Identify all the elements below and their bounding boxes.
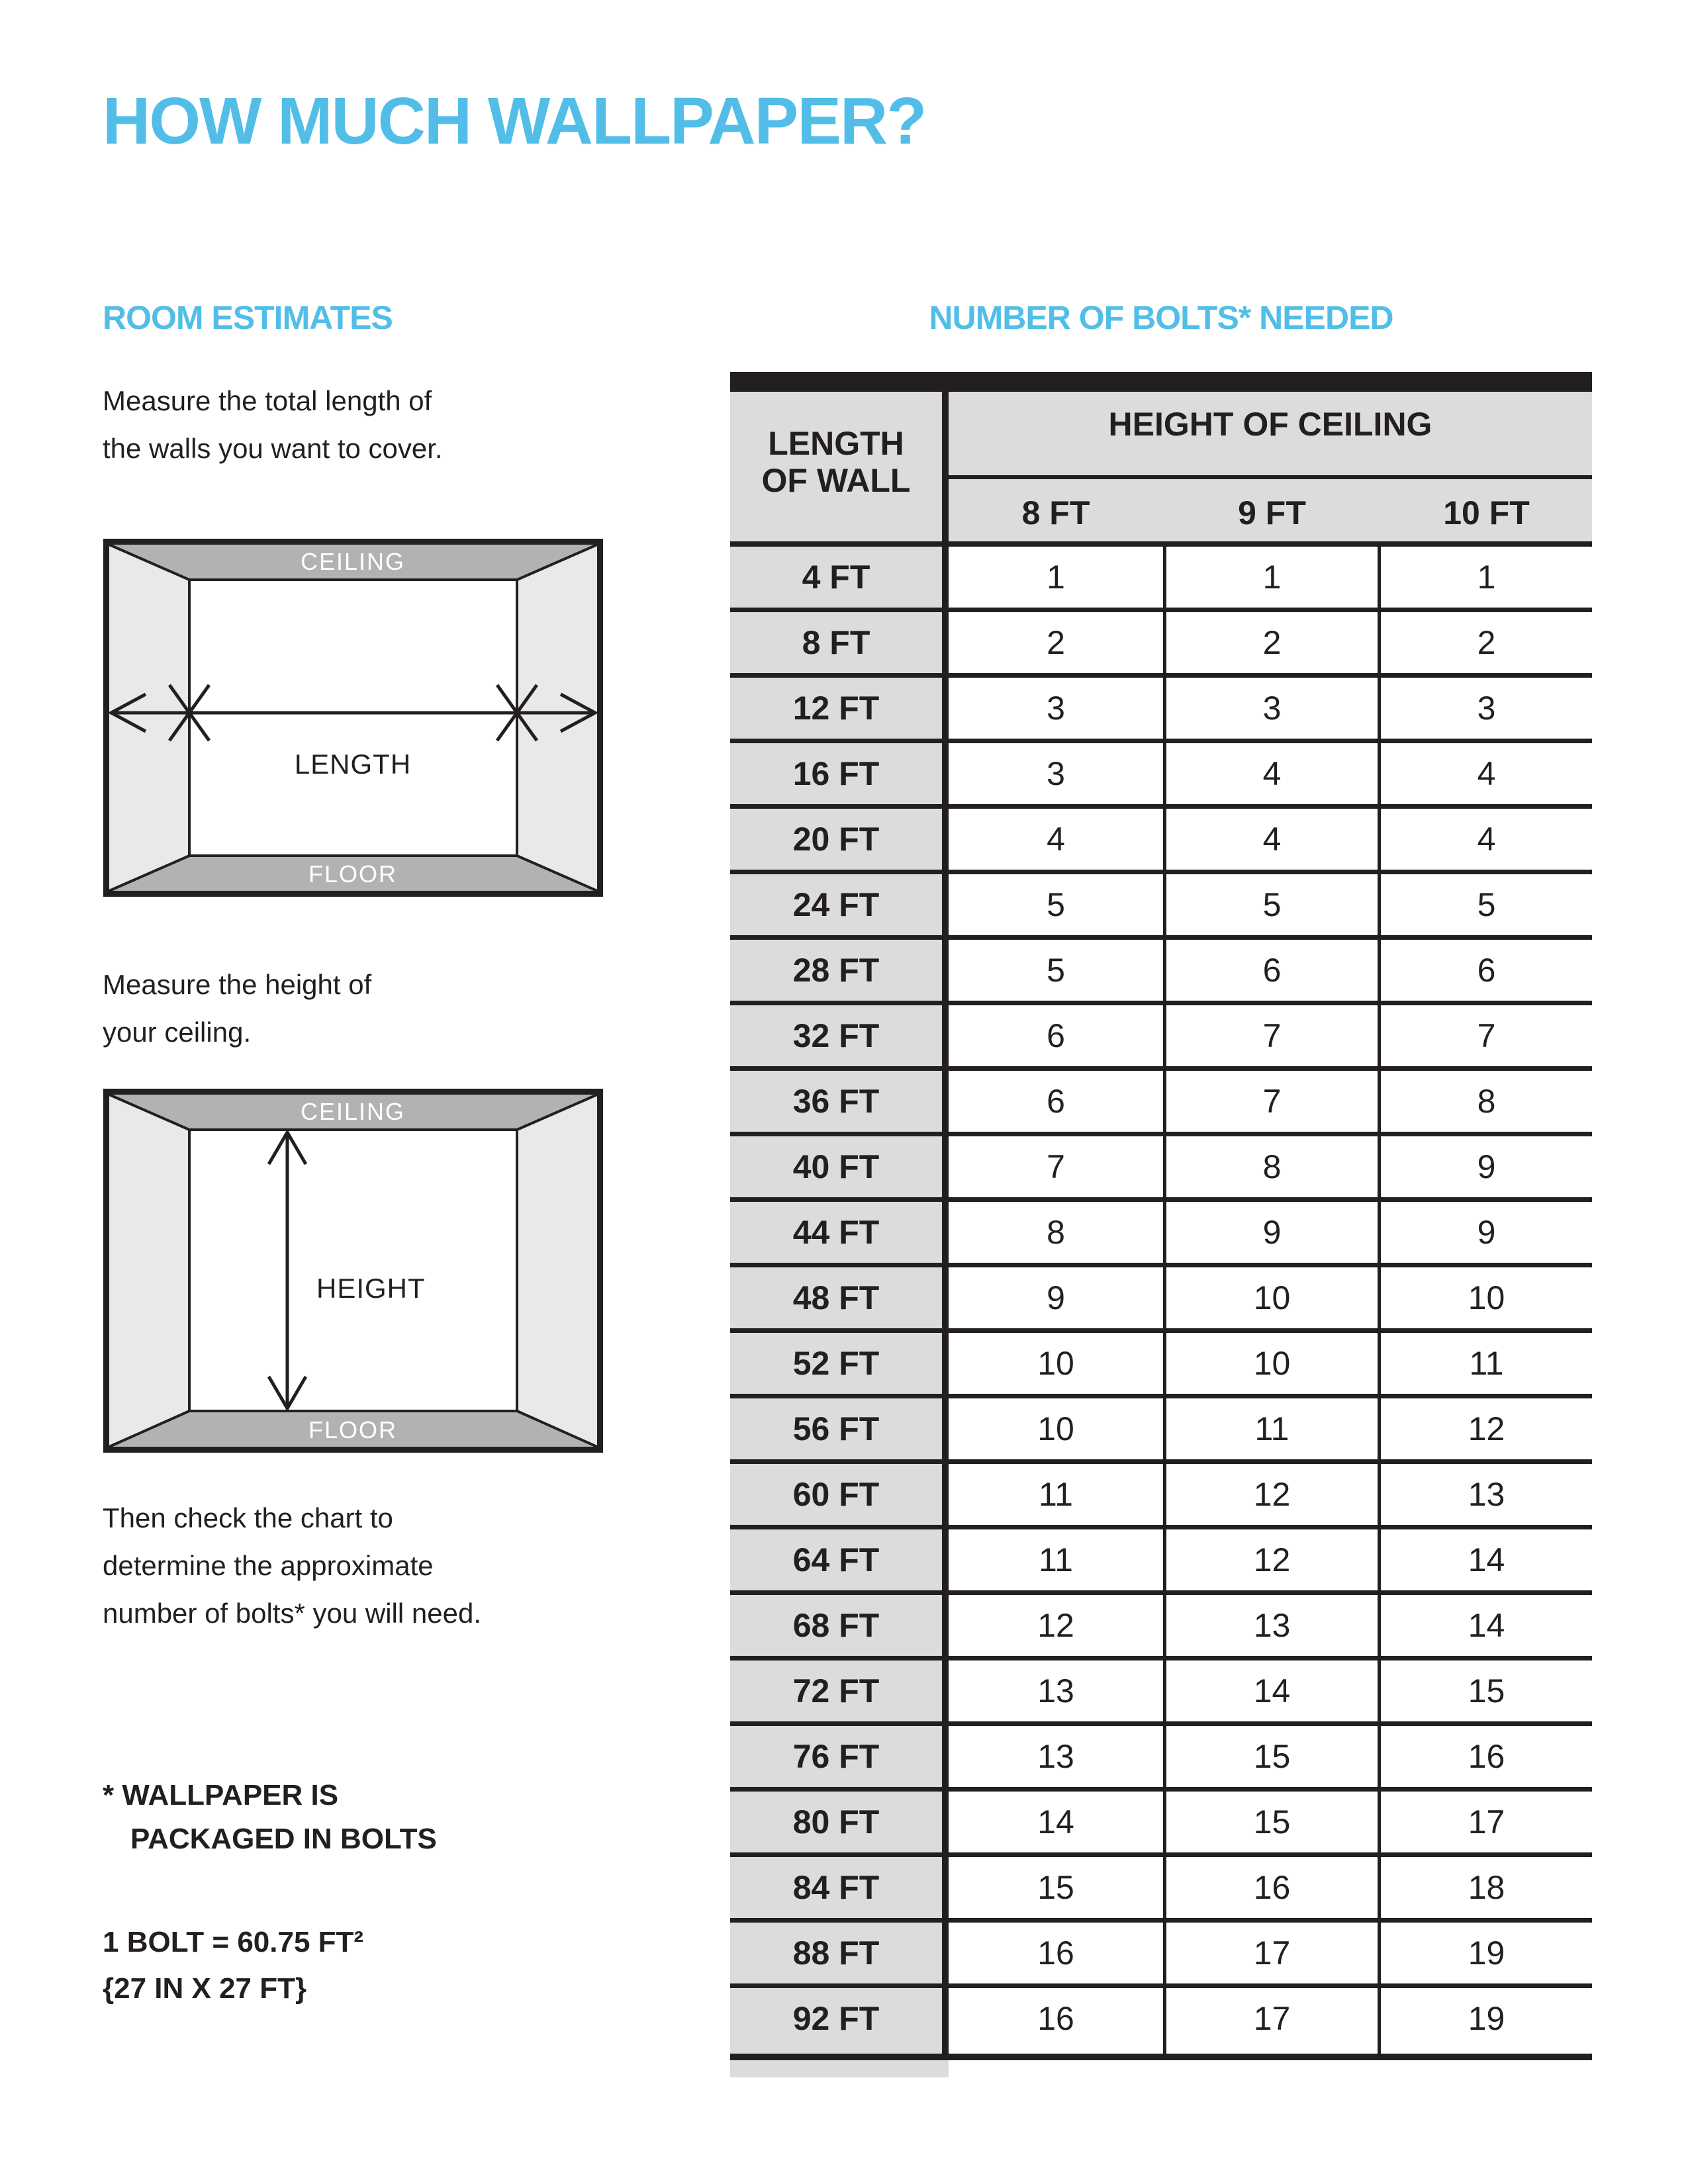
bolt-count-cell: 9 [1262, 1214, 1282, 1251]
step1-text [103, 377, 443, 473]
bolt-count-cell: 6 [1477, 952, 1496, 989]
bolt-count-cell: 5 [1047, 952, 1065, 989]
bolt-count-cell: 7 [1262, 1083, 1282, 1120]
table-row [730, 1333, 1592, 1398]
table-row [730, 1661, 1592, 1726]
wall-length-label: 84 FT [730, 1857, 942, 1918]
floor-label: FLOOR [308, 1416, 398, 1443]
table-row [730, 1792, 1592, 1857]
table-row [730, 678, 1592, 743]
bolt-equation: 1 BOLT = 60.75 FT² [103, 1926, 364, 1958]
bolt-count-cell: 2 [1262, 624, 1282, 661]
bolt-count-cell: 8 [1477, 1083, 1496, 1120]
column-separator-2 [1378, 547, 1381, 2054]
wall-length-label: 88 FT [730, 1923, 942, 1983]
right-wall-surface [517, 1095, 597, 1447]
ceiling-height-diagram [103, 1089, 603, 1453]
step3-line2: determine the approximate [103, 1550, 434, 1581]
table-row [730, 1464, 1592, 1529]
bolt-count-cell: 5 [1047, 886, 1065, 923]
wall-length-label: 4 FT [730, 547, 942, 608]
ceiling-label: CEILING [300, 548, 406, 575]
bolt-count-cell: 15 [1253, 1803, 1291, 1841]
step3-line3: number of bolts* you will need. [103, 1598, 481, 1629]
table-rows [730, 547, 1592, 2054]
bolt-count-cell: 19 [1468, 1934, 1505, 1972]
column-header-10ft: 10 FT [1443, 494, 1530, 531]
wall-length-label: 20 FT [730, 809, 942, 870]
bolt-count-cell: 7 [1047, 1148, 1065, 1185]
bolt-count-cell: 11 [1254, 1410, 1289, 1447]
bolt-count-cell: 10 [1253, 1279, 1291, 1316]
bolt-count-cell: 11 [1039, 1476, 1073, 1513]
bolt-count-cell: 6 [1262, 952, 1282, 989]
height-of-ceiling-header: HEIGHT OF CEILING [1108, 406, 1432, 443]
bolt-count-cell: 10 [1468, 1279, 1505, 1316]
bolt-count-cell: 14 [1037, 1803, 1074, 1841]
bolt-footnote [103, 1774, 437, 1861]
table-row [730, 1398, 1592, 1464]
bolt-count-cell: 14 [1468, 1541, 1505, 1578]
table-row [730, 1202, 1592, 1267]
wall-length-label: 72 FT [730, 1661, 942, 1721]
bolt-count-cell: 12 [1037, 1607, 1074, 1644]
room-length-diagram [103, 539, 603, 897]
bolt-count-cell: 11 [1469, 1345, 1504, 1382]
bolt-count-cell: 4 [1477, 821, 1496, 858]
bolt-count-cell: 17 [1468, 1803, 1505, 1841]
wall-length-label: 64 FT [730, 1529, 942, 1590]
bolt-count-cell: 4 [1262, 821, 1282, 858]
bolt-count-cell: 2 [1477, 624, 1496, 661]
step2-text [103, 961, 371, 1056]
bolt-count-cell: 8 [1262, 1148, 1282, 1185]
table-row [730, 874, 1592, 940]
wall-length-label: 8 FT [730, 612, 942, 673]
back-wall [189, 1130, 517, 1411]
length-measure-label: LENGTH [294, 749, 412, 780]
floor-label: FLOOR [308, 860, 398, 887]
back-wall [189, 580, 517, 856]
header-sub-rule [949, 475, 1592, 479]
wall-length-label: 32 FT [730, 1005, 942, 1066]
bolt-count-cell: 1 [1262, 559, 1282, 596]
bolt-count-cell: 8 [1047, 1214, 1065, 1251]
bolt-count-cell: 16 [1037, 2000, 1074, 2037]
table-row [730, 809, 1592, 874]
wall-length-label: 16 FT [730, 743, 942, 804]
bolt-count-cell: 12 [1468, 1410, 1505, 1447]
wall-length-label: 44 FT [730, 1202, 942, 1263]
table-row [730, 1071, 1592, 1136]
bolt-count-cell: 1 [1047, 559, 1065, 596]
bolt-count-cell: 12 [1253, 1541, 1291, 1578]
wall-length-label: 48 FT [730, 1267, 942, 1328]
table-row [730, 1857, 1592, 1923]
wall-length-label: 12 FT [730, 678, 942, 739]
ceiling-label: CEILING [300, 1098, 406, 1125]
bolt-count-cell: 9 [1477, 1148, 1496, 1185]
bolt-count-cell: 17 [1253, 1934, 1291, 1972]
bolt-count-cell: 7 [1262, 1017, 1282, 1054]
wall-length-label: 68 FT [730, 1595, 942, 1656]
bolt-count-cell: 3 [1262, 690, 1282, 727]
bolt-count-cell: 5 [1477, 886, 1496, 923]
wall-length-label: 80 FT [730, 1792, 942, 1852]
wall-length-label: 56 FT [730, 1398, 942, 1459]
wall-length-label: 76 FT [730, 1726, 942, 1787]
bolt-count-cell: 13 [1037, 1738, 1074, 1775]
bolt-count-cell: 2 [1047, 624, 1065, 661]
wall-length-label: 60 FT [730, 1464, 942, 1525]
bolt-count-cell: 15 [1253, 1738, 1291, 1775]
bolt-count-cell: 16 [1468, 1738, 1505, 1775]
table-row [730, 1923, 1592, 1988]
bolt-count-cell: 12 [1253, 1476, 1291, 1513]
wall-length-label: 28 FT [730, 940, 942, 1001]
bolt-count-cell: 19 [1468, 2000, 1505, 2037]
table-top-border [730, 372, 1592, 392]
table-bottom-border [730, 2054, 1592, 2060]
bolt-count-cell: 4 [1477, 755, 1496, 792]
bolt-count-cell: 9 [1047, 1279, 1065, 1316]
table-row [730, 1136, 1592, 1202]
bolt-count-cell: 4 [1262, 755, 1282, 792]
table-row [730, 547, 1592, 612]
footnote-line1: * WALLPAPER IS [103, 1779, 339, 1811]
bolt-count-cell: 17 [1253, 2000, 1291, 2037]
column-header-8ft: 8 FT [1021, 494, 1090, 531]
wall-length-label: 36 FT [730, 1071, 942, 1132]
bolt-count-cell: 14 [1253, 1672, 1291, 1709]
step3-line1: Then check the chart to [103, 1502, 393, 1533]
page-title: HOW MUCH WALLPAPER? [103, 84, 926, 158]
wall-length-label: 40 FT [730, 1136, 942, 1197]
bolt-count-cell: 16 [1253, 1869, 1291, 1906]
bolt-count-cell: 13 [1468, 1476, 1505, 1513]
bolt-count-cell: 15 [1037, 1869, 1074, 1906]
step2-line2: your ceiling. [103, 1017, 252, 1048]
bolt-count-cell: 18 [1468, 1869, 1505, 1906]
table-row [730, 743, 1592, 809]
table-row [730, 1529, 1592, 1595]
table-row [730, 1005, 1592, 1071]
bolt-count-cell: 4 [1047, 821, 1065, 858]
step1-line1: Measure the total length of [103, 385, 432, 416]
header-bottom-rule [730, 541, 1592, 547]
label-column-stub [730, 2060, 949, 2077]
step1-line2: the walls you want to cover. [103, 433, 443, 464]
bolt-count-cell: 3 [1047, 690, 1065, 727]
bolt-count-cell: 10 [1253, 1345, 1291, 1382]
bolt-count-cell: 9 [1477, 1214, 1496, 1251]
bolt-count-cell: 11 [1039, 1541, 1073, 1578]
step2-line1: Measure the height of [103, 969, 372, 1000]
bolt-count-cell: 10 [1037, 1345, 1074, 1382]
label-column-divider [942, 392, 949, 2060]
bolt-count-cell: 6 [1047, 1083, 1065, 1120]
bolt-count-cell: 1 [1477, 559, 1496, 596]
bolts-needed-heading: NUMBER OF BOLTS* NEEDED [929, 299, 1393, 336]
bolt-count-cell: 10 [1037, 1410, 1074, 1447]
column-separator-1 [1163, 547, 1166, 2054]
bolts-table [730, 372, 1592, 2077]
step3-text [103, 1494, 481, 1637]
table-row [730, 1988, 1592, 2054]
wall-length-label: 24 FT [730, 874, 942, 935]
bolt-count-cell: 13 [1037, 1672, 1074, 1709]
bolt-dimensions: {27 IN X 27 FT} [103, 1972, 307, 2005]
length-of-wall-line2: OF WALL [761, 462, 911, 499]
left-wall-surface [109, 1095, 189, 1447]
bolt-size-info [103, 1919, 363, 2012]
bolt-count-cell: 3 [1477, 690, 1496, 727]
bolt-count-cell: 6 [1047, 1017, 1065, 1054]
table-row [730, 940, 1592, 1005]
bolt-count-cell: 16 [1037, 1934, 1074, 1972]
table-row [730, 612, 1592, 678]
bolt-count-cell: 15 [1468, 1672, 1505, 1709]
footnote-line2: PACKAGED IN BOLTS [130, 1823, 437, 1855]
height-measure-label: HEIGHT [316, 1273, 426, 1304]
column-header-9ft: 9 FT [1238, 494, 1306, 531]
wall-length-label: 52 FT [730, 1333, 942, 1394]
table-row [730, 1267, 1592, 1333]
length-of-wall-line1: LENGTH [768, 425, 904, 462]
length-of-wall-header [730, 425, 942, 499]
wall-length-label: 92 FT [730, 1988, 942, 2054]
bolt-count-cell: 14 [1468, 1607, 1505, 1644]
table-row [730, 1595, 1592, 1661]
bolt-count-cell: 3 [1047, 755, 1065, 792]
table-row [730, 1726, 1592, 1792]
bolt-count-cell: 13 [1253, 1607, 1291, 1644]
bolt-count-cell: 5 [1262, 886, 1282, 923]
bolt-count-cell: 7 [1477, 1017, 1496, 1054]
room-estimates-heading: ROOM ESTIMATES [103, 299, 393, 336]
